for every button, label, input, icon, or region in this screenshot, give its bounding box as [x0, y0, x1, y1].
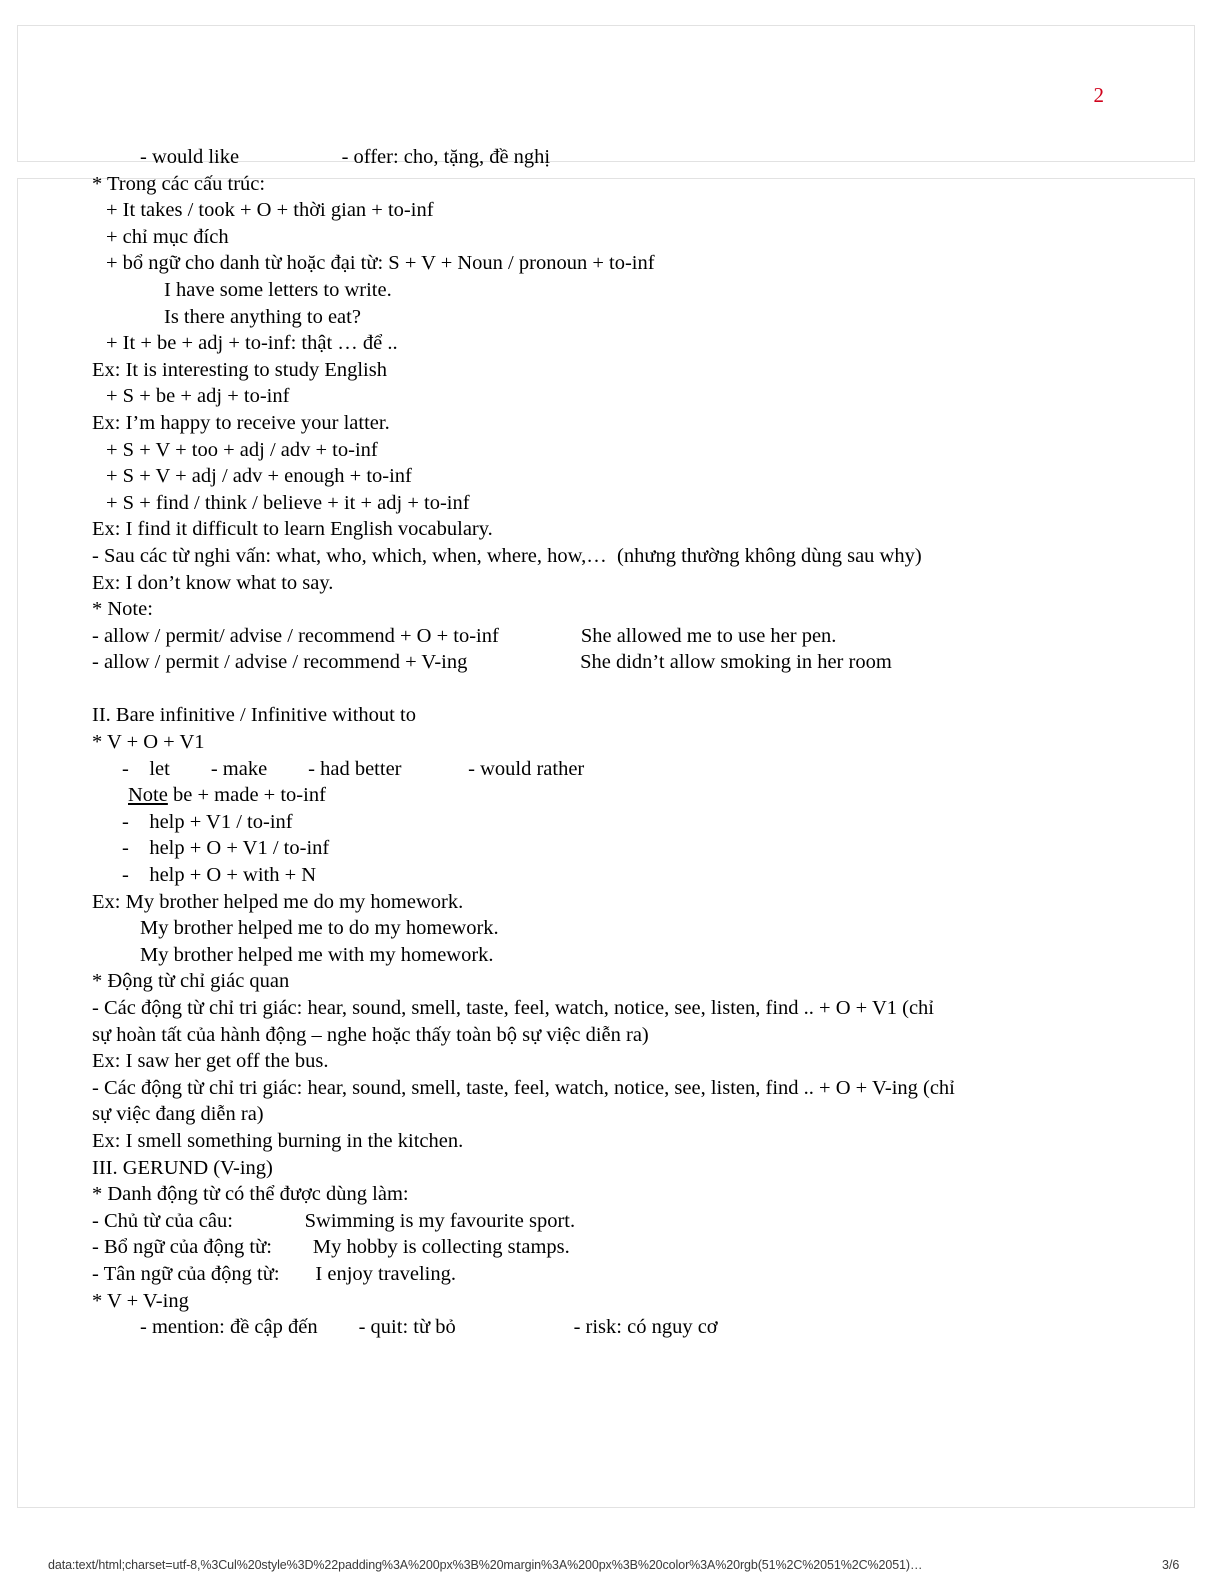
doc-line: Ex: I find it difficult to learn English vocabulary.: [92, 518, 493, 541]
doc-line: Ex: My brother helped me do my homework.: [92, 890, 464, 913]
doc-line: - allow / permit / advise / recommend + V-ing She didn’t allow smoking in her room: [92, 651, 892, 674]
status-url-text: data:text/html;charset=utf-8,%3Cul%20style%3D%22padding%3A%200px%3B%20margin%3A%200px%3B%20color%3A%20rgb(51%2C%2051%2C%2051)…: [48, 1558, 923, 1572]
doc-line: Ex: I don’t know what to say.: [92, 571, 334, 594]
doc-line: - Chủ từ của câu: Swimming is my favourite sport.: [92, 1209, 576, 1232]
doc-line: * Note:: [92, 598, 153, 621]
doc-line: - help + V1 / to-inf: [122, 810, 293, 833]
doc-line: My brother helped me to do my homework.: [140, 917, 499, 940]
doc-line: My brother helped me with my homework.: [140, 943, 494, 966]
doc-line: Ex: I saw her get off the bus.: [92, 1050, 329, 1073]
doc-line: + bổ ngữ cho danh từ hoặc đại từ: S + V + Noun / pronoun + to-inf: [106, 252, 655, 275]
page-number-marker: 2: [1093, 83, 1104, 107]
doc-line: - Sau các từ nghi vấn: what, who, which, when, where, how,… (nhưng thường không dùng sau why): [92, 544, 922, 567]
note-rest: be + made + to-inf: [167, 784, 326, 807]
doc-line: - Các động từ chỉ tri giác: hear, sound, smell, taste, feel, watch, notice, see, listen, find .. + O + V-ing (chỉ: [92, 1076, 955, 1099]
doc-line: - Bổ ngữ của động từ: My hobby is collecting stamps.: [92, 1236, 570, 1259]
doc-line: * Danh động từ có thể được dùng làm:: [92, 1183, 409, 1206]
doc-line: - help + O + with + N: [122, 864, 317, 887]
doc-line-section-heading: III. GERUND (V-ing): [92, 1156, 273, 1179]
doc-line: Ex: I’m happy to receive your latter.: [92, 411, 390, 434]
status-page-indicator: 3/6: [1162, 1558, 1180, 1572]
doc-line: + S + V + too + adj / adv + to-inf: [106, 438, 378, 461]
doc-line: + chỉ mục đích: [106, 225, 229, 248]
doc-line: * Trong các cấu trúc:: [92, 172, 266, 195]
doc-line-note: [92, 782, 1092, 809]
doc-line: + S + be + adj + to-inf: [106, 385, 290, 408]
doc-line: + It + be + adj + to-inf: thật … để ..: [106, 332, 398, 355]
doc-line: I have some letters to write.: [164, 278, 392, 301]
doc-line: - let - make - had better - would rather: [122, 757, 585, 780]
doc-line: - mention: đề cập đến - quit: từ bỏ - risk: có nguy cơ: [140, 1316, 718, 1339]
doc-line: Ex: It is interesting to study English: [92, 358, 387, 381]
doc-line: * V + V-ing: [92, 1289, 189, 1312]
browser-status-bar: [0, 1545, 1225, 1585]
doc-line-section-heading: II. Bare infinitive / Infinitive without to: [92, 704, 416, 727]
doc-line: * Động từ chỉ giác quan: [92, 970, 290, 993]
doc-blank-line: [92, 676, 1092, 703]
doc-line: sự việc đang diễn ra): [92, 1103, 264, 1126]
page-header-box: [17, 25, 1195, 162]
doc-line: Ex: I smell something burning in the kitchen.: [92, 1129, 464, 1152]
doc-line: - would like - offer: cho, tặng, đề nghị: [140, 146, 551, 168]
doc-line: - allow / permit/ advise / recommend + O + to-inf She allowed me to use her pen.: [92, 624, 837, 647]
doc-line: - help + O + V1 / to-inf: [122, 837, 330, 860]
doc-line: + It takes / took + O + thời gian + to-inf: [106, 199, 434, 222]
doc-line: - Tân ngữ của động từ: I enjoy traveling.: [92, 1262, 456, 1285]
doc-line: Is there anything to eat?: [164, 305, 361, 328]
document-text-body: [92, 144, 1092, 1341]
doc-line: + S + find / think / believe + it + adj + to-inf: [106, 491, 470, 514]
doc-line: sự hoàn tất của hành động – nghe hoặc thấy toàn bộ sự việc diễn ra): [92, 1023, 649, 1046]
doc-line: * V + O + V1: [92, 731, 205, 754]
note-keyword: Note: [128, 784, 168, 807]
doc-line: + S + V + adj / adv + enough + to-inf: [106, 465, 412, 488]
doc-line: - Các động từ chỉ tri giác: hear, sound, smell, taste, feel, watch, notice, see, listen, find .. + O + V1 (chỉ: [92, 997, 934, 1019]
